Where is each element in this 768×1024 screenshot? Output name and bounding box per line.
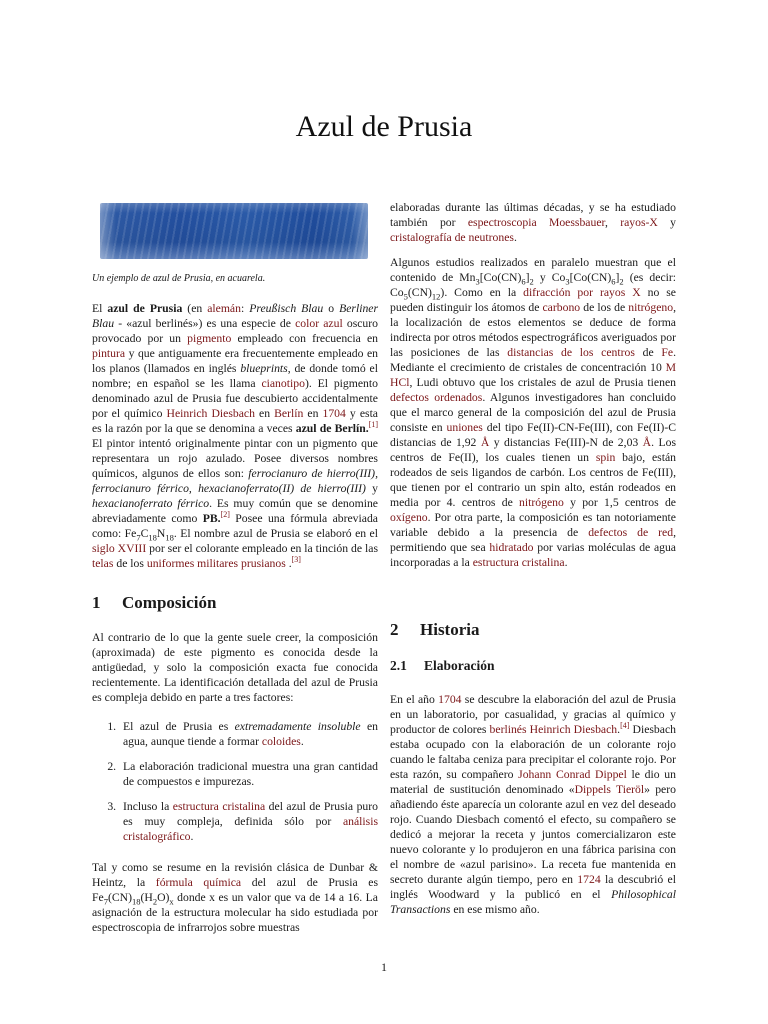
text-run: .	[564, 556, 568, 569]
text-run: , permitiendo que sea	[390, 526, 676, 554]
text-run: ]	[525, 271, 530, 284]
intro-paragraph	[92, 301, 378, 571]
wiki-link[interactable]: 1704	[438, 693, 462, 706]
text-run: (CN)	[107, 891, 132, 904]
page-number: 1	[381, 960, 387, 974]
text-run: El pintor intentó originalmente pintar con un pigmento que representara un rojo azulado. Posee diversos nombres químicos, algunos de ellos son:	[92, 437, 378, 480]
text-run: ,	[604, 216, 621, 229]
prussian-blue-watercolor-image	[100, 200, 368, 262]
text-run: de	[634, 346, 662, 359]
text-run: N	[156, 527, 166, 540]
wiki-link[interactable]: Dippels Tieröl	[574, 783, 645, 796]
text-run: C	[140, 527, 149, 540]
wiki-link[interactable]: 1704	[322, 407, 346, 420]
italic-term: extremadamente insoluble	[234, 720, 361, 733]
section-title: Composición	[122, 593, 217, 612]
text-run: . El nombre azul de Prusia se elaboró en el	[173, 527, 378, 540]
text-run: elaboradas durante las últimas décadas, y se ha estudiado también por	[390, 201, 676, 229]
wiki-link[interactable]: Fe	[661, 346, 674, 359]
formula-subscript: 7	[103, 896, 108, 907]
text-run: donde x es un valor que va de 14 a 16. La asignación de la estructura molecular ha sido estudiada por espectroscopia de infrarrojos sobre muestras	[92, 891, 378, 934]
wiki-link[interactable]: Å	[480, 436, 490, 449]
text-run: O)	[157, 891, 170, 904]
resumen-paragraph	[92, 860, 378, 935]
text-run: Diesbach estaba ocupado con la elaboración de un colorante rojo cuando le faltaba ceniza para precipitar el colorante rojo. Por esta razón, su compañero	[390, 723, 676, 781]
wiki-link[interactable]: Heinrich Diesbach	[166, 407, 255, 420]
text-run: (CN)	[407, 286, 432, 299]
subsection-number: 2.1	[390, 658, 407, 673]
formula-subscript: 7	[136, 532, 141, 543]
text-run: . Es muy común que se denomine abreviadamente como	[92, 497, 378, 525]
wiki-link[interactable]: defectos de red	[588, 526, 674, 539]
text-run: .	[285, 557, 292, 570]
wiki-link[interactable]: telas	[92, 557, 114, 570]
wiki-link[interactable]: difracción por rayos X	[523, 286, 641, 299]
italic-term: blueprints	[240, 362, 288, 375]
text-run: en agua, aunque tiende a formar	[123, 720, 379, 748]
text-run: (H	[140, 891, 153, 904]
formula-subscript: 18	[165, 532, 174, 543]
text-run: y esta es la razón por la que se denomina a veces	[92, 407, 378, 435]
wiki-link[interactable]: Å	[642, 436, 652, 449]
formula-subscript: x	[169, 896, 174, 907]
text-run: le dio un material de sustitución denominado «	[390, 768, 676, 796]
text-run: en ese mismo año.	[450, 903, 540, 916]
bold-term: azul de Berlín	[295, 422, 366, 435]
text-run: en	[303, 407, 323, 420]
elaboracion-paragraph	[390, 692, 676, 917]
citation-ref[interactable]: [2]	[220, 510, 230, 520]
wiki-link[interactable]: distancias de los centros	[507, 346, 635, 359]
wiki-link[interactable]: rayos-X	[620, 216, 658, 229]
text-run: .	[513, 231, 517, 244]
wiki-link[interactable]: M	[665, 361, 676, 374]
wiki-link[interactable]: berlinés	[489, 723, 527, 736]
italic-term: hexacianoferrato férrico	[92, 497, 210, 510]
text-run: El azul de Prusia es	[123, 720, 235, 733]
text-run: , de donde tomó el nombre; en español se les llama	[92, 362, 378, 390]
wiki-link[interactable]: estructura cristalina	[472, 556, 565, 569]
citation-ref[interactable]: [3]	[291, 555, 301, 565]
text-run: , la localización de estos elementos se deduce de forma indirecta por otros métodos espectrográficos averiguados por las posiciones de las	[390, 301, 676, 359]
wiki-link[interactable]: HCl	[390, 376, 410, 389]
text-run: Al contrario de lo que la gente suele creer, la composición (aproximada) de este pigmento es conocida desde la antigüedad, y solo la composición exacta fue conocida recientemente. La identificación detallada del azul de Prusia es compleja debido en parte a tres factores:	[92, 631, 378, 704]
right-column	[390, 200, 676, 926]
text-run: [Co(CN)	[479, 271, 522, 284]
wiki-link[interactable]: uniformes militares prusianos	[146, 557, 286, 570]
composicion-paragraph	[92, 630, 378, 705]
wiki-link[interactable]: carbono	[542, 301, 581, 314]
wiki-link[interactable]: Berlín	[274, 407, 304, 420]
text-run: del azul de Prusia puro es muy compleja, definida sólo por	[123, 800, 378, 828]
subsection-title: Elaboración	[424, 658, 495, 673]
italic-term: Philosophical Transactions	[390, 888, 676, 916]
wiki-link[interactable]: Johann Conrad Dippel	[518, 768, 627, 781]
wiki-link[interactable]: oxígeno	[390, 511, 428, 524]
continuation-paragraph	[390, 200, 676, 245]
text-run: :	[240, 302, 250, 315]
wiki-link[interactable]: cristalografía de neutrones	[390, 231, 514, 244]
text-run: y por 1,5 centros de	[563, 496, 676, 509]
text-run: En el año	[390, 693, 439, 706]
text-run: (es decir: Co	[390, 271, 677, 299]
wiki-link[interactable]: pigmento	[187, 332, 232, 345]
text-run: , Ludi obtuvo que los cristales de azul de Prusia tienen	[409, 376, 676, 389]
subsection-elaboracion	[390, 658, 676, 674]
citation-ref[interactable]: [1]	[368, 420, 379, 430]
wiki-link[interactable]: espectroscopia Moessbauer	[467, 216, 605, 229]
text-run: no se pueden distinguir los átomos de	[390, 286, 676, 314]
wiki-link[interactable]: nitrógeno	[519, 496, 564, 509]
wiki-link[interactable]: spin	[595, 451, 616, 464]
factors-list	[92, 719, 378, 844]
text-run: ). Como en la	[440, 286, 524, 299]
text-run: o	[323, 302, 340, 315]
text-run: en	[254, 407, 275, 420]
wiki-link[interactable]: estructura cristalina	[172, 800, 266, 813]
list-item	[119, 719, 378, 749]
section-title: Historia	[420, 620, 480, 639]
wiki-link[interactable]: color azul	[295, 317, 343, 330]
text-run: por ser el colorante empleado en la tinción de las	[146, 542, 378, 555]
wiki-link[interactable]: nitrógeno	[628, 301, 674, 314]
text-run: .	[617, 723, 621, 736]
text-run: . Por otra parte, la composición es tan notoriamente variable debido a la presencia de	[390, 511, 676, 539]
formula-subscript: 2	[529, 276, 534, 287]
italic-term: Berliner Blau	[92, 302, 379, 330]
text-run: se descubre la elaboración del azul de Prusia en un laboratorio, por casualidad, y gracias al químico y productor de colores	[390, 693, 676, 736]
section-number: 2	[390, 620, 399, 639]
watercolor-swatch	[100, 203, 368, 259]
text-run: Tal y como se resume en la revisión clásica de Dunbar & Heintz, la	[92, 861, 378, 889]
section-composicion	[92, 593, 378, 613]
wiki-link[interactable]: análisis cristalográfico	[123, 815, 378, 843]
wiki-link[interactable]: pintura	[92, 347, 126, 360]
text-run: - «azul berlinés») es una especie de	[114, 317, 296, 330]
bold-term: .	[217, 512, 221, 525]
formula-subscript: 18	[131, 896, 141, 907]
text-run: Algunos estudios realizados en paralelo muestran que el contenido de Mn	[390, 256, 676, 284]
bold-term: .	[365, 422, 369, 435]
text-run: de los	[113, 557, 147, 570]
text-run: Incluso la	[123, 800, 173, 813]
formula-subscript: 2	[152, 896, 158, 907]
text-run: bajo, están rodeados de seis ligandos de carbón. Los centros de Fe(III), que tienen por el contrario un spin alto, están rodeados en media por 4. centros de	[390, 451, 677, 509]
text-run: » pero añadiendo éste aparecía un colorante azul en vez del deseado rojo. Cuando Diesbach comentó el efecto, su compañero se dedicó a mejorar la receta y juntos comercializaron este nuevo colorante y lo produjeron en una fábrica parisina con el nombre de «azul parisino». La receta fue mantenida en secreto durante algún tiempo, pero en	[390, 783, 676, 886]
section-historia	[390, 620, 676, 640]
text-run: . Mediante el crecimiento de cristales de concentración 10	[390, 346, 677, 374]
image-caption: Un ejemplo de azul de Prusia, en acuarela.	[92, 273, 266, 284]
wiki-link[interactable]: Heinrich Diesbach	[529, 723, 618, 736]
text-run: ]	[615, 271, 620, 284]
wiki-link[interactable]: fórmula química	[155, 876, 242, 889]
text-run: y	[365, 482, 379, 495]
wiki-link[interactable]: siglo XVIII	[92, 542, 147, 555]
left-column	[92, 200, 378, 944]
wiki-link[interactable]: coloides	[261, 735, 301, 748]
formula-subscript: 6	[521, 276, 526, 287]
text-run: del tipo Fe(II)-CN-Fe(III), con Fe(II)-C distancias de 1,92	[390, 421, 677, 449]
text-run: .	[190, 830, 194, 843]
italic-term: ferrocianuro de hierro(III), ferrocianuro férrico, hexacianoferrato(II) de hierro(III)	[92, 467, 378, 495]
formula-subscript: 6	[611, 276, 616, 287]
text-run: la descubrió el inglés Woodward y la publicó en el	[390, 873, 676, 901]
text-run: y	[657, 216, 676, 229]
formula-subscript: 3	[565, 276, 570, 287]
formula-subscript: 3	[475, 276, 480, 287]
wiki-link[interactable]: hidratado	[489, 541, 534, 554]
bold-term: PB	[202, 512, 218, 525]
section-number: 1	[92, 593, 101, 612]
wiki-link[interactable]: uniones	[446, 421, 483, 434]
formula-subscript: 18	[148, 532, 157, 543]
citation-ref[interactable]: [4]	[620, 721, 630, 731]
italic-term: Preußisch Blau	[249, 302, 324, 315]
text-run: .	[300, 735, 304, 748]
text-run: de los de	[580, 301, 629, 314]
wiki-link[interactable]: alemán	[207, 302, 241, 315]
text-run: del azul de Prusia es Fe	[92, 876, 379, 904]
page-title: Azul de Prusia	[295, 110, 473, 143]
formula-subscript: 2	[619, 276, 624, 287]
text-run: por varias moléculas de agua incorporadas a la	[390, 541, 676, 569]
text-run: y Co	[533, 271, 566, 284]
wiki-link[interactable]: 1724	[577, 873, 601, 886]
text-run: . Los centros de Fe(II), los cuales tienen un	[390, 436, 676, 464]
text-run: El	[92, 302, 108, 315]
text-run: oscuro provocado por un	[92, 317, 379, 345]
list-item	[119, 759, 378, 789]
text-run: y distancias Fe(III)-N de 2,03	[489, 436, 643, 449]
text-run: empleado con frecuencia en	[231, 332, 378, 345]
text-run: (en	[182, 302, 208, 315]
text-run: ). El pigmento denominado azul de Prusia fue descubierto accidentalmente por el químico	[92, 377, 378, 420]
text-run: . Algunos investigadores han concluido que el marco general de la composición del azul de Prusia consiste en	[390, 391, 676, 434]
formula-subscript: 12	[431, 291, 441, 302]
formula-subscript: 5	[403, 291, 408, 302]
text-run: Posee una fórmula abreviada como: Fe	[92, 512, 378, 540]
bold-term: azul de Prusia	[107, 302, 183, 315]
text-run: y que antiguamente era frecuentemente empleado en los planos (llamados en inglés	[92, 347, 378, 375]
wiki-link[interactable]: cianotipo	[261, 377, 305, 390]
estudios-paragraph	[390, 255, 676, 570]
list-item	[119, 799, 378, 844]
text-run: La elaboración tradicional muestra una gran cantidad de compuestos e impurezas.	[123, 760, 378, 788]
wiki-link[interactable]: defectos ordenados	[390, 391, 483, 404]
text-run: [Co(CN)	[569, 271, 612, 284]
